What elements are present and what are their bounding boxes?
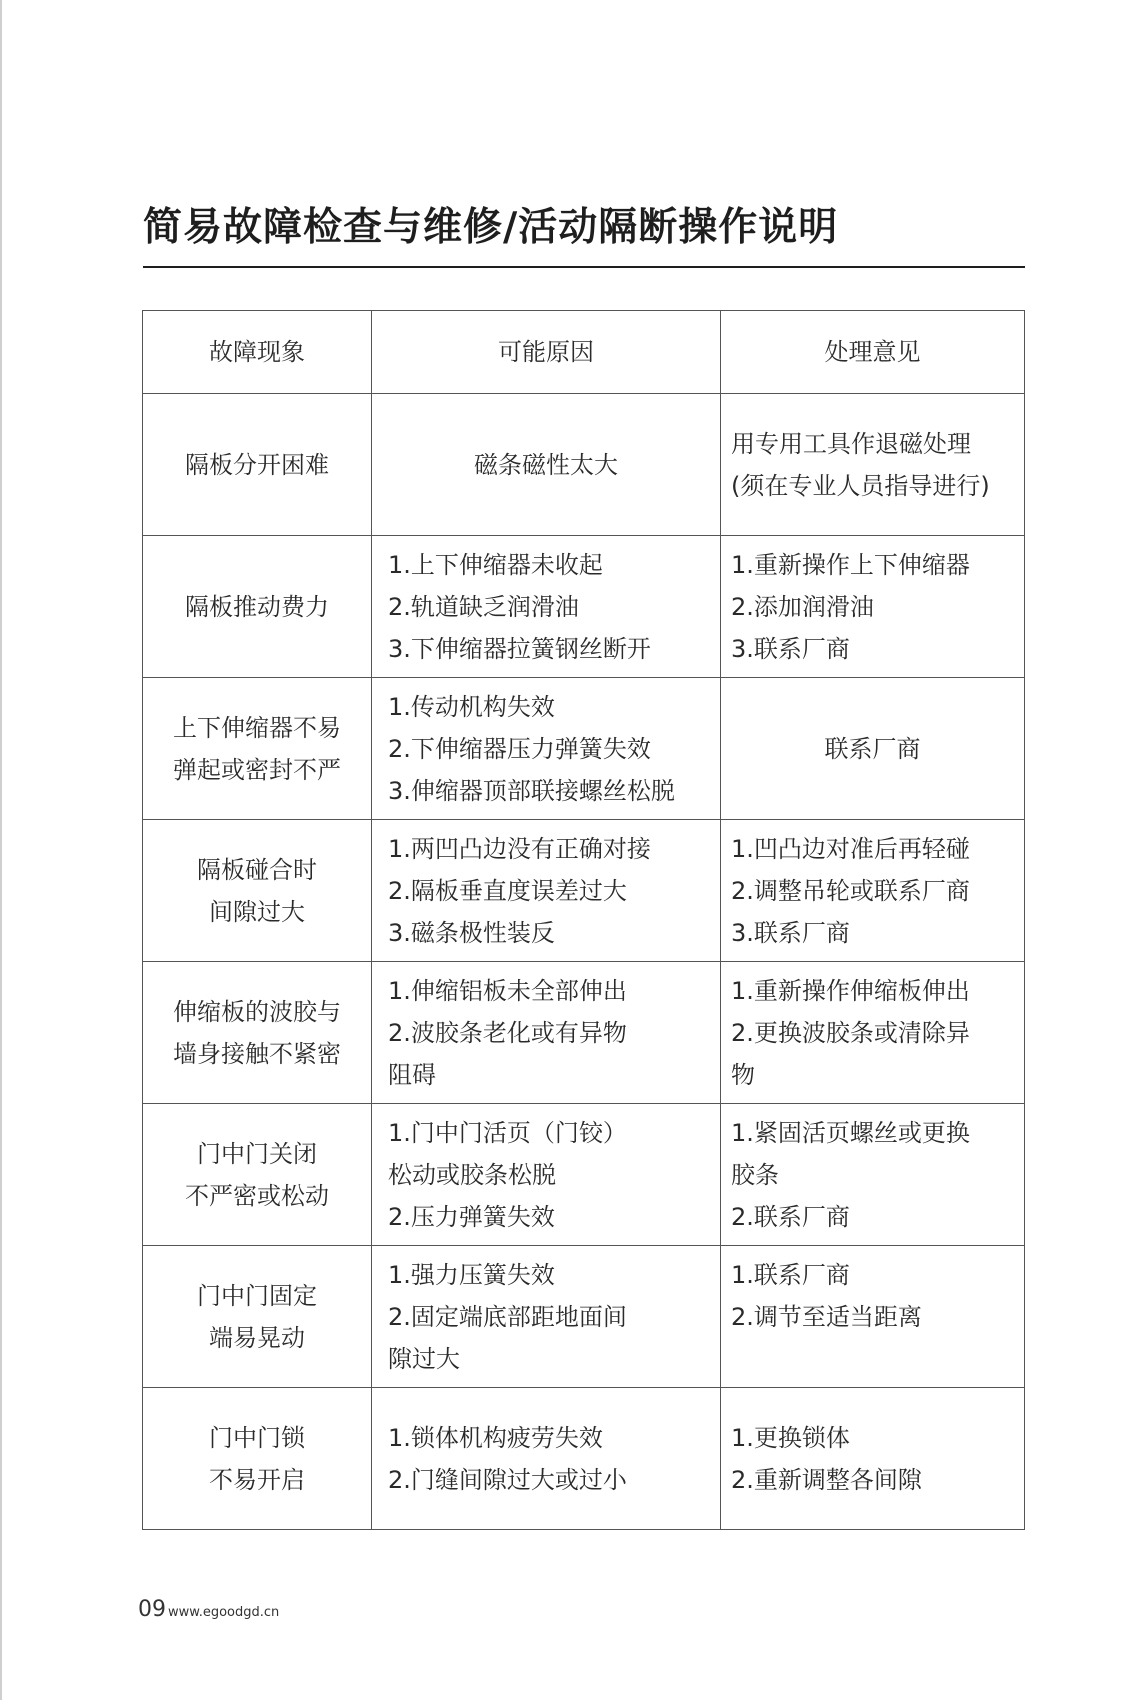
cell-line: 不易开启 [209, 1465, 305, 1494]
cell-line: 联系厂商 [824, 734, 921, 763]
page-edge-line [0, 0, 2, 1700]
cell-line: 阻碍 [388, 1060, 436, 1089]
cell-line: 1.联系厂商 [731, 1260, 850, 1289]
symptom-cell [143, 678, 372, 820]
cell-line: 1.两凹凸边没有正确对接 [388, 834, 651, 863]
cell-line: 松动或胶条松脱 [388, 1160, 556, 1189]
cell-line: 1.强力压簧失效 [388, 1260, 555, 1289]
fix-cell [721, 820, 1025, 962]
table-row [143, 962, 1025, 1104]
cell-line: 1.凹凸边对准后再轻碰 [731, 834, 970, 863]
cell-line: 1.传动机构失效 [388, 692, 555, 721]
cell-line: 1.门中门活页（门铰） [388, 1118, 627, 1147]
cell-line: 3.伸缩器顶部联接螺丝松脱 [388, 776, 675, 805]
fix-cell [721, 1246, 1025, 1388]
fix-cell [721, 1104, 1025, 1246]
cell-line: 2.固定端底部距地面间 [388, 1302, 627, 1331]
cell-line: 3.联系厂商 [731, 918, 850, 947]
symptom-cell [143, 1104, 372, 1246]
table-row [143, 1246, 1025, 1388]
page-number: 09 [138, 1597, 166, 1622]
cell-line: 1.锁体机构疲劳失效 [388, 1423, 603, 1452]
cell-line: 2.波胶条老化或有异物 [388, 1018, 627, 1047]
footer-website: www.egoodgd.cn [168, 1605, 280, 1620]
table-row [143, 1388, 1025, 1530]
header-cause: 可能原因 [372, 311, 721, 394]
cell-line: 2.轨道缺乏润滑油 [388, 592, 579, 621]
cell-line: 物 [731, 1060, 755, 1089]
fix-cell [721, 962, 1025, 1104]
header-fix: 处理意见 [721, 311, 1025, 394]
cell-line: 伸缩板的波胶与 [173, 997, 341, 1026]
cell-line: 弹起或密封不严 [173, 755, 341, 784]
table-row [143, 820, 1025, 962]
table-header-row [143, 311, 1025, 394]
cell-line: 隔板推动费力 [185, 592, 329, 621]
cause-cell [372, 394, 721, 536]
page-title: 简易故障检查与维修/活动隔断操作说明 [143, 205, 839, 250]
cell-line: 2.隔板垂直度误差过大 [388, 876, 627, 905]
fix-cell [721, 1388, 1025, 1530]
cell-line: 胶条 [731, 1160, 779, 1189]
cell-line: 端易晃动 [209, 1323, 305, 1352]
cell-line: 门中门固定 [197, 1281, 317, 1310]
cell-line: 2.门缝间隙过大或过小 [388, 1465, 627, 1494]
title-divider [143, 266, 1025, 268]
fix-cell [721, 536, 1025, 678]
cell-line: 隔板分开困难 [185, 450, 329, 479]
cause-cell [372, 1246, 721, 1388]
cell-line: 隙过大 [388, 1344, 460, 1373]
cell-line: (须在专业人员指导进行) [731, 471, 990, 500]
table-row [143, 1104, 1025, 1246]
cell-line: 门中门关闭 [197, 1139, 317, 1168]
cell-line: 墙身接触不紧密 [173, 1039, 341, 1068]
cause-cell [372, 536, 721, 678]
symptom-cell [143, 394, 372, 536]
fix-cell [721, 678, 1025, 820]
cell-line: 1.重新操作伸缩板伸出 [731, 976, 970, 1005]
cause-cell [372, 678, 721, 820]
cell-line: 1.更换锁体 [731, 1423, 850, 1452]
cell-line: 不严密或松动 [185, 1181, 329, 1210]
cell-line: 门中门锁 [209, 1423, 305, 1452]
cause-cell [372, 962, 721, 1104]
symptom-cell [143, 1246, 372, 1388]
symptom-cell [143, 820, 372, 962]
cell-line: 3.磁条极性装反 [388, 918, 555, 947]
cell-line: 2.调整吊轮或联系厂商 [731, 876, 970, 905]
cell-line: 2.更换波胶条或清除异 [731, 1018, 970, 1047]
cell-line: 2.添加润滑油 [731, 592, 874, 621]
cell-line: 2.联系厂商 [731, 1202, 850, 1231]
cause-cell [372, 1104, 721, 1246]
table-row [143, 678, 1025, 820]
cell-line: 1.伸缩铝板未全部伸出 [388, 976, 627, 1005]
table-row [143, 394, 1025, 536]
symptom-cell [143, 962, 372, 1104]
cell-line: 隔板碰合时 [197, 855, 317, 884]
cell-line: 2.下伸缩器压力弹簧失效 [388, 734, 651, 763]
cell-line: 1.上下伸缩器未收起 [388, 550, 603, 579]
cell-line: 用专用工具作退磁处理 [731, 429, 971, 458]
troubleshooting-table [142, 310, 1025, 1530]
cell-line: 3.下伸缩器拉簧钢丝断开 [388, 634, 651, 663]
cause-cell [372, 820, 721, 962]
cell-line: 2.调节至适当距离 [731, 1302, 922, 1331]
header-symptom: 故障现象 [143, 311, 372, 394]
fix-cell [721, 394, 1025, 536]
cell-line: 2.压力弹簧失效 [388, 1202, 555, 1231]
cell-line: 2.重新调整各间隙 [731, 1465, 922, 1494]
symptom-cell [143, 1388, 372, 1530]
cell-line: 1.重新操作上下伸缩器 [731, 550, 970, 579]
cause-cell [372, 1388, 721, 1530]
cell-line: 1.紧固活页螺丝或更换 [731, 1118, 970, 1147]
cell-line: 磁条磁性太大 [474, 450, 618, 479]
cell-line [731, 1338, 1020, 1380]
symptom-cell [143, 536, 372, 678]
cell-line: 3.联系厂商 [731, 634, 850, 663]
page-footer [138, 1597, 279, 1622]
cell-line: 间隙过大 [209, 897, 305, 926]
cell-line: 上下伸缩器不易 [173, 713, 341, 742]
table-row [143, 536, 1025, 678]
